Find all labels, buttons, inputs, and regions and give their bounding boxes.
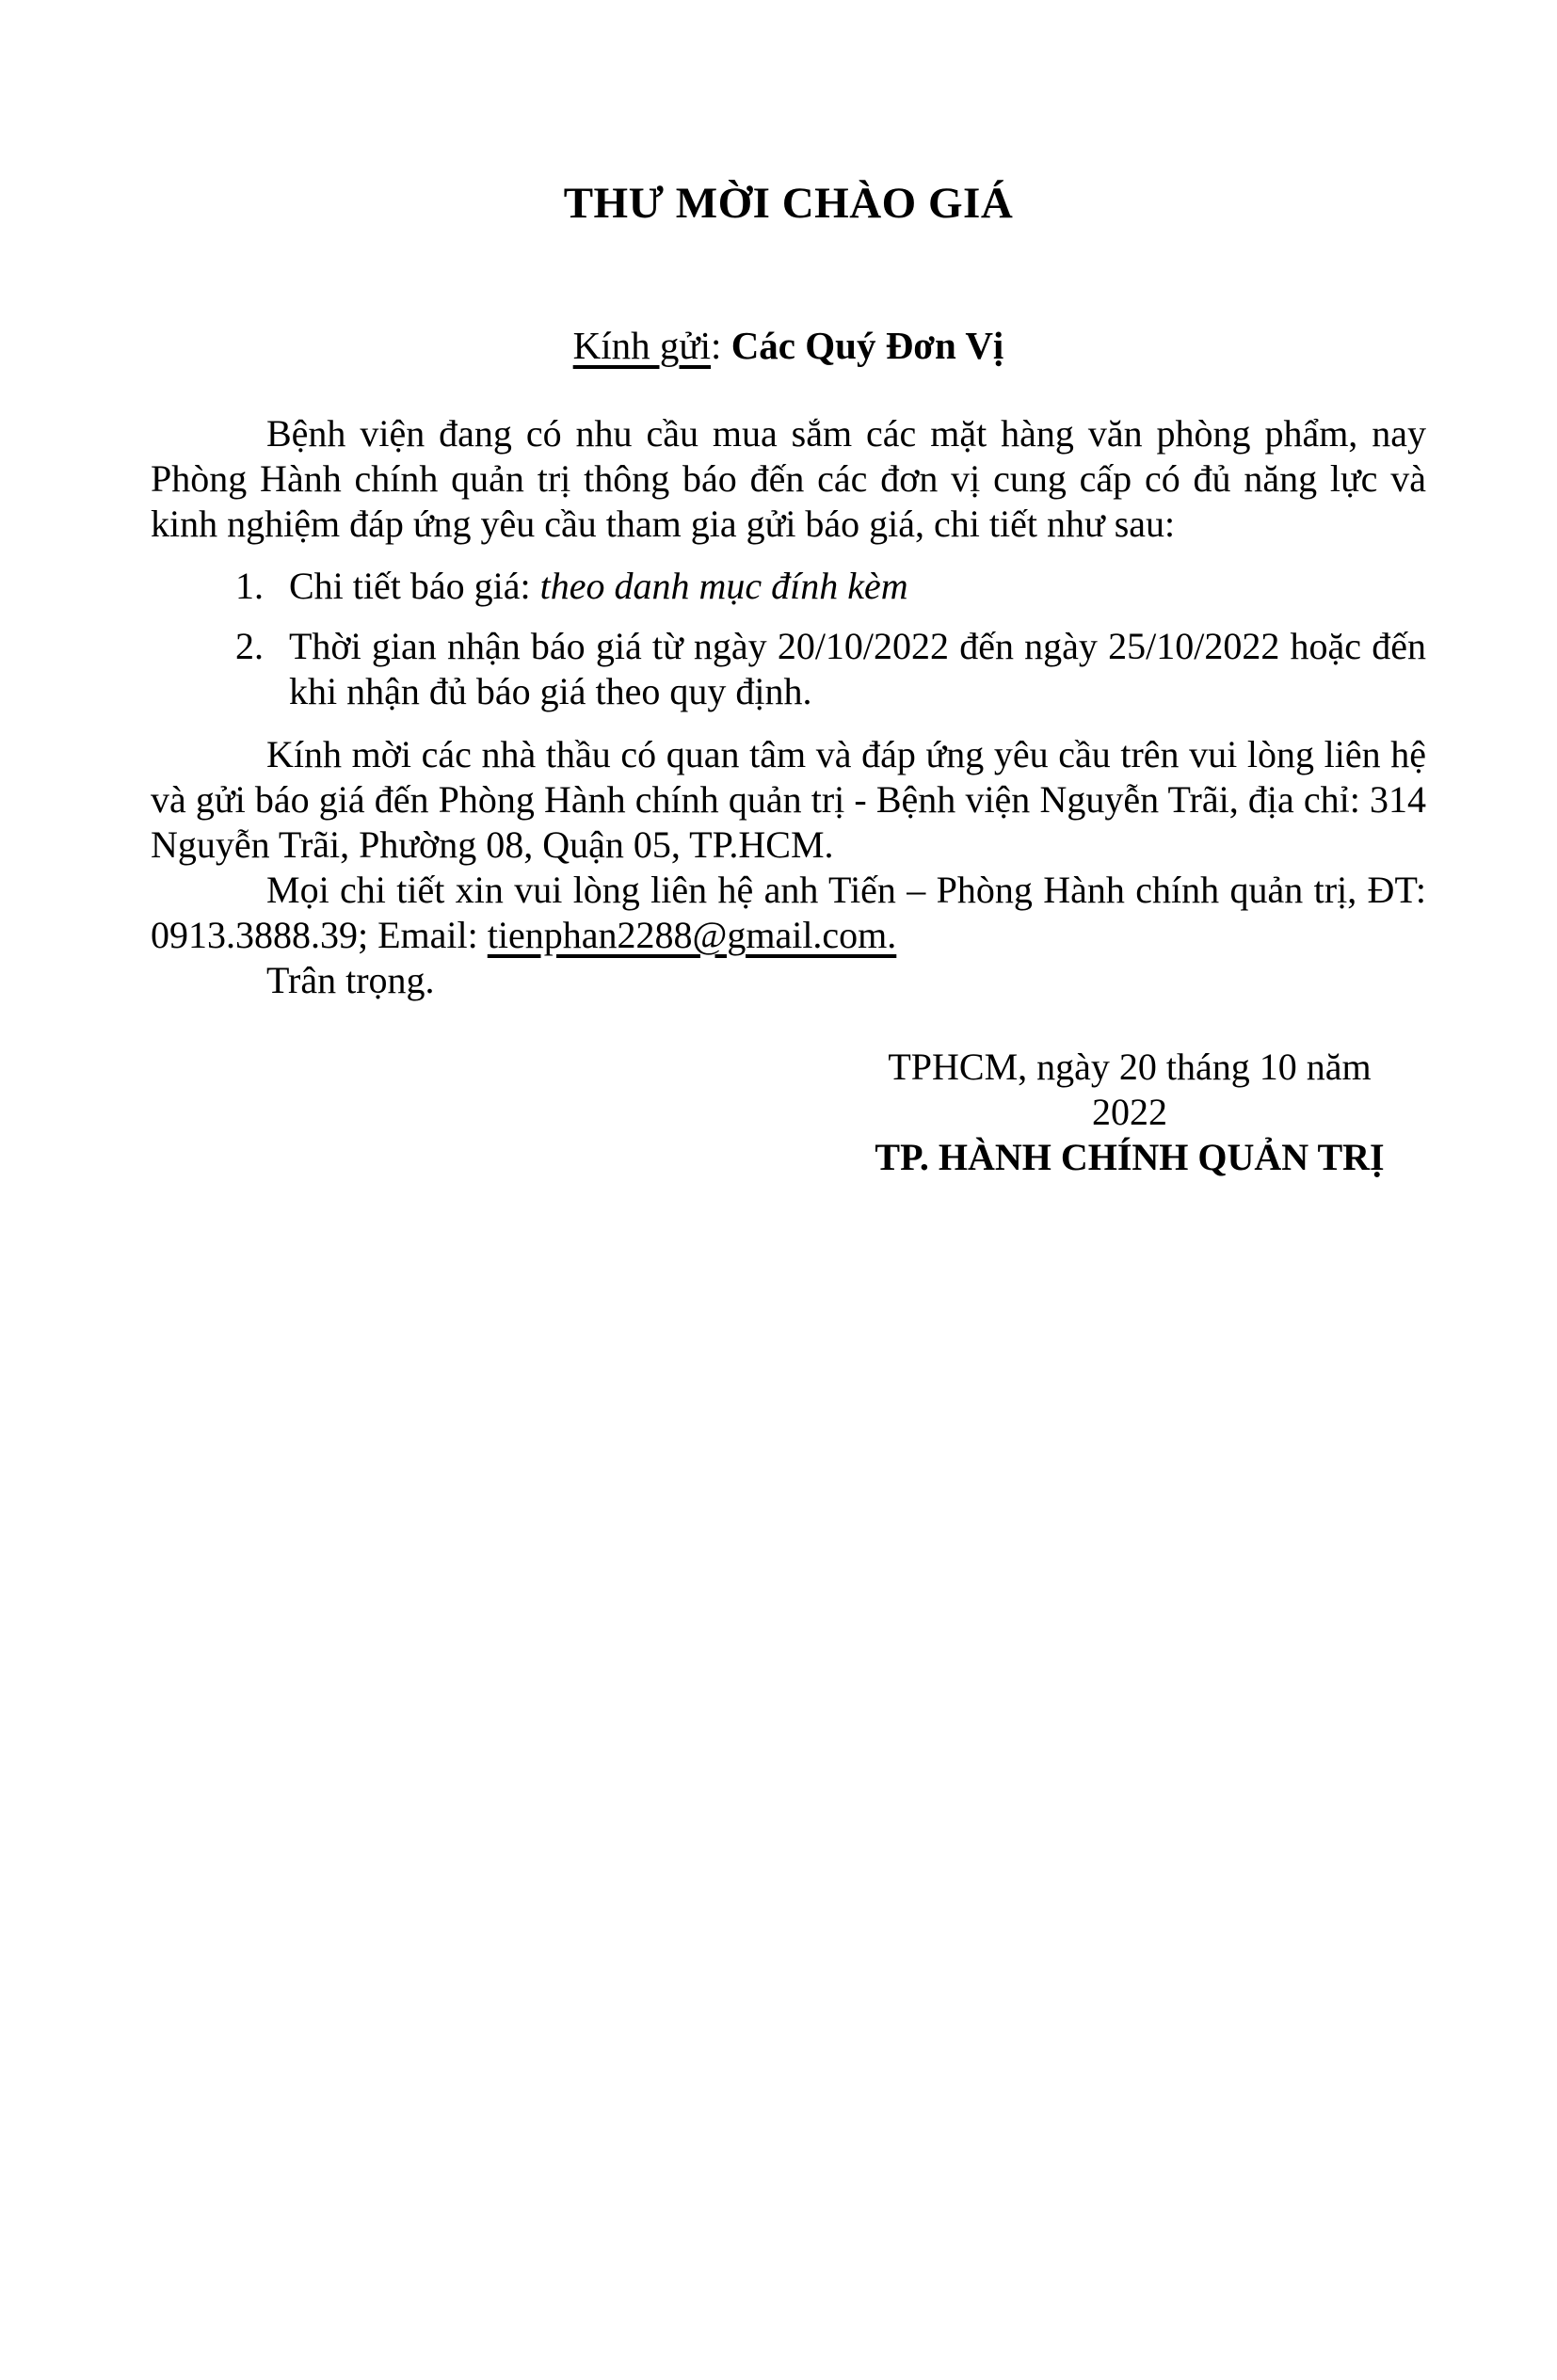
list-item-2-number: 2. (235, 625, 264, 667)
closing-line: Trân trọng. (266, 959, 435, 1001)
list-item-2-text: Thời gian nhận báo giá từ ngày 20/10/2022 đến ngày 25/10/2022 hoặc đến khi nhận đủ báo giá theo quy định. (289, 625, 1426, 712)
list-item-1-detail: theo danh mục đính kèm (539, 565, 908, 607)
salutation-separator: : (711, 324, 731, 367)
salutation-label: Kính gửi (572, 324, 712, 367)
contact-text: Mọi chi tiết xin vui lòng liên hệ anh Tiến – Phòng Hành chính quản trị, ĐT: 0913.3888.39; Email: (151, 869, 1426, 956)
list-item-1 (151, 564, 1426, 609)
contact-paragraph (151, 868, 1426, 958)
list-item-2 (151, 624, 1426, 714)
contact-email: tienphan2288@gmail.com. (487, 914, 897, 956)
list-item-1-number: 1. (235, 565, 264, 607)
intro-paragraph: Bệnh viện đang có nhu cầu mua sắm các mặt hàng văn phòng phẩm, nay Phòng Hành chính quản trị thông báo đến các đơn vị cung cấp có đủ năng lực và kinh nghiệm đáp ứng yêu cầu tham gia gửi báo giá, chi tiết như sau: (151, 412, 1426, 545)
invitation-paragraph: Kính mời các nhà thầu có quan tâm và đáp ứng yêu cầu trên vui lòng liên hệ và gửi báo giá đến Phòng Hành chính quản trị - Bệnh viện Nguyễn Trãi, địa chỉ: 314 Nguyễn Trãi, Phường 08, Quận 05, TP.HCM. (151, 733, 1426, 866)
list-item-1-label: Chi tiết báo giá: (289, 565, 540, 607)
document-title: THƯ MỜI CHÀO GIÁ (563, 179, 1014, 228)
salutation-line (151, 322, 1426, 369)
signature-place-date: TPHCM, ngày 20 tháng 10 năm 2022 (888, 1046, 1372, 1133)
salutation-recipient: Các Quý Đơn Vị (730, 324, 1004, 367)
signature-signer-title: TP. HÀNH CHÍNH QUẢN TRỊ (875, 1136, 1385, 1178)
signature-block (847, 1045, 1412, 1180)
document-page (0, 179, 1557, 2380)
